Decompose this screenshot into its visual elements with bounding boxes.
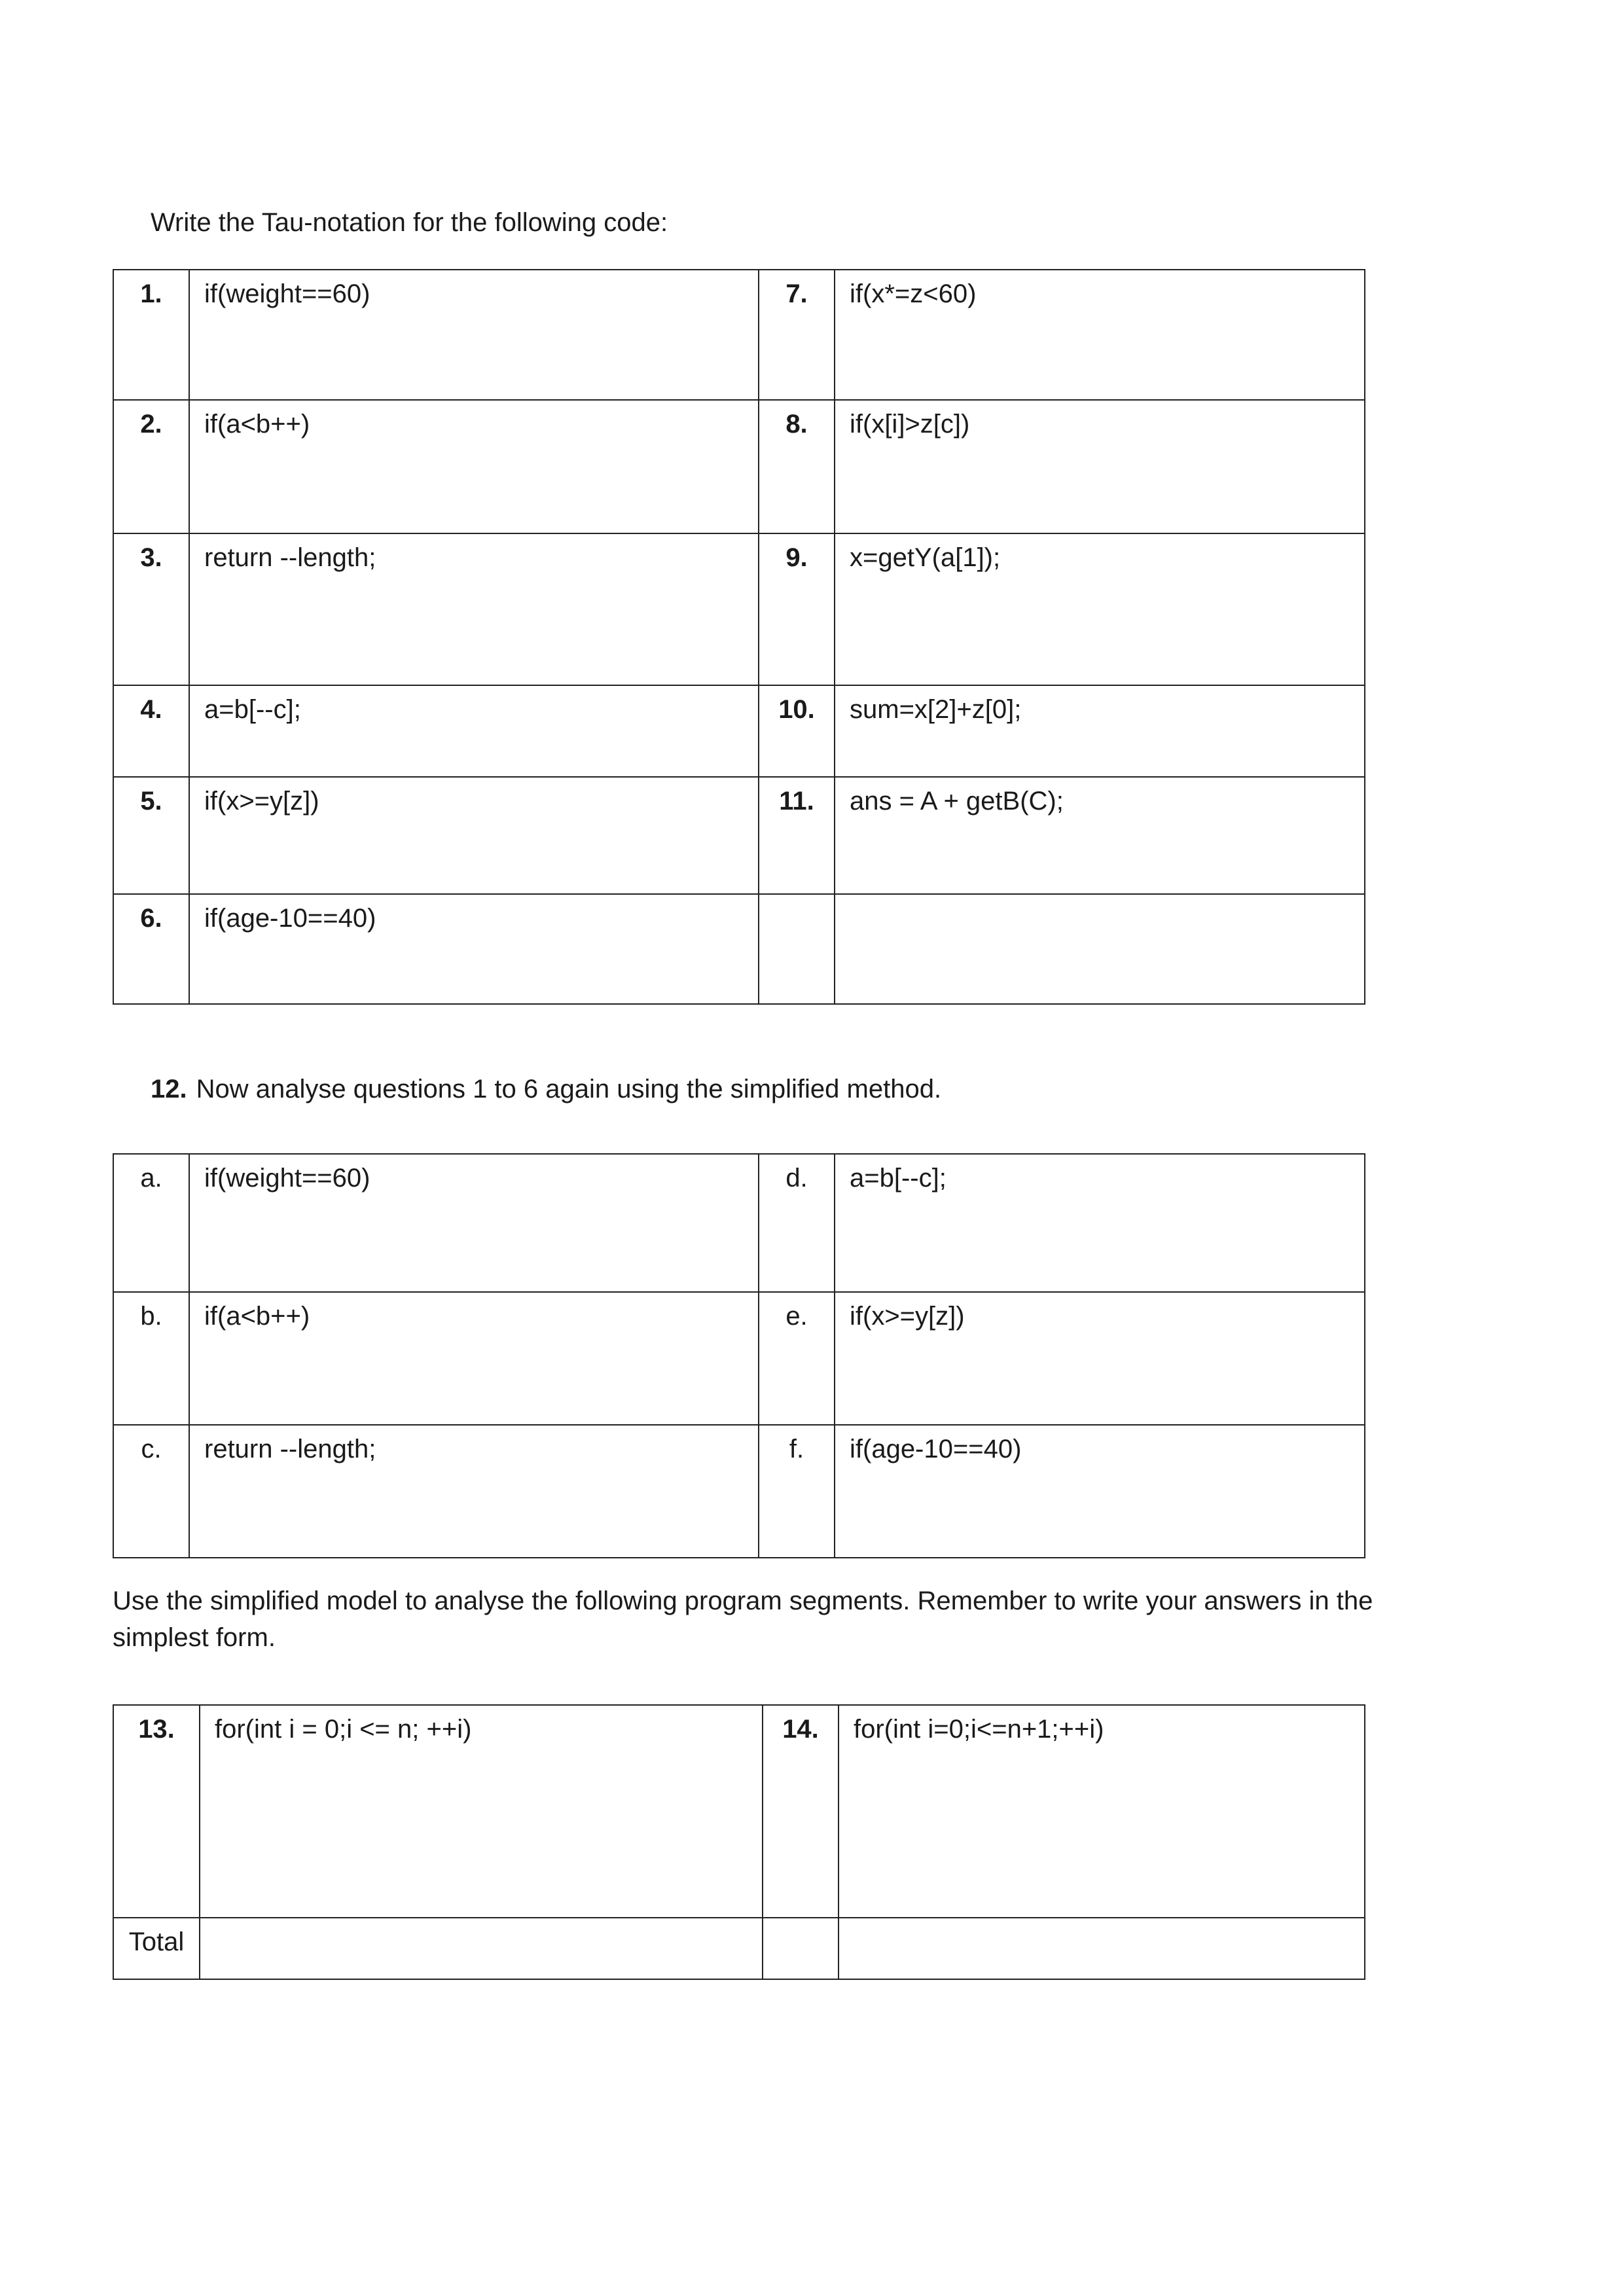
question-number: 5. bbox=[113, 777, 189, 894]
program-segments-table bbox=[113, 1704, 1365, 1980]
code-cell: a=b[--c]; bbox=[189, 685, 759, 777]
tau-notation-table bbox=[113, 269, 1365, 1005]
table-row bbox=[113, 1918, 1365, 1979]
question-number: 2. bbox=[113, 400, 189, 533]
question-letter: f. bbox=[759, 1425, 835, 1558]
table-row bbox=[113, 1425, 1365, 1558]
question-letter: c. bbox=[113, 1425, 189, 1558]
code-cell: a=b[--c]; bbox=[835, 1154, 1365, 1292]
code-cell: x=getY(a[1]); bbox=[835, 533, 1365, 685]
code-cell: return --length; bbox=[189, 1425, 759, 1558]
code-cell: return --length; bbox=[189, 533, 759, 685]
question-number: 6. bbox=[113, 894, 189, 1004]
question-number bbox=[759, 894, 835, 1004]
question-number: 7. bbox=[759, 270, 835, 400]
code-cell: if(x[i]>z[c]) bbox=[835, 400, 1365, 533]
intro-instruction: Write the Tau-notation for the following code: bbox=[151, 208, 668, 237]
table-row bbox=[113, 270, 1365, 400]
question-letter: e. bbox=[759, 1292, 835, 1425]
code-cell: ans = A + getB(C); bbox=[835, 777, 1365, 894]
table-row bbox=[113, 1705, 1365, 1918]
table-row bbox=[113, 1292, 1365, 1425]
code-cell: sum=x[2]+z[0]; bbox=[835, 685, 1365, 777]
code-cell: if(weight==60) bbox=[189, 270, 759, 400]
question-letter: d. bbox=[759, 1154, 835, 1292]
simplified-method-table bbox=[113, 1153, 1365, 1558]
question-number: 1. bbox=[113, 270, 189, 400]
table-row bbox=[113, 685, 1365, 777]
code-cell: if(a<b++) bbox=[189, 1292, 759, 1425]
code-cell bbox=[835, 894, 1365, 1004]
question-12-number: 12. bbox=[151, 1075, 187, 1103]
question-number: 3. bbox=[113, 533, 189, 685]
total-label: Total bbox=[113, 1918, 200, 1979]
code-cell: if(age-10==40) bbox=[189, 894, 759, 1004]
question-number: 8. bbox=[759, 400, 835, 533]
code-cell: if(a<b++) bbox=[189, 400, 759, 533]
question-number: 11. bbox=[759, 777, 835, 894]
code-cell: if(x>=y[z]) bbox=[189, 777, 759, 894]
table-row bbox=[113, 533, 1365, 685]
answer-cell[interactable] bbox=[839, 1918, 1365, 1979]
answer-cell[interactable] bbox=[200, 1918, 763, 1979]
question-number: 9. bbox=[759, 533, 835, 685]
code-cell: if(x>=y[z]) bbox=[835, 1292, 1365, 1425]
code-cell: if(x*=z<60) bbox=[835, 270, 1365, 400]
answer-cell[interactable] bbox=[763, 1918, 839, 1979]
table-row bbox=[113, 400, 1365, 533]
question-letter: b. bbox=[113, 1292, 189, 1425]
question-number: 13. bbox=[113, 1705, 200, 1918]
table-row bbox=[113, 777, 1365, 894]
question-number: 4. bbox=[113, 685, 189, 777]
code-cell: for(int i=0;i<=n+1;++i) bbox=[839, 1705, 1365, 1918]
table-row bbox=[113, 1154, 1365, 1292]
code-cell: if(weight==60) bbox=[189, 1154, 759, 1292]
question-letter: a. bbox=[113, 1154, 189, 1292]
table-row bbox=[113, 894, 1365, 1004]
question-12 bbox=[151, 1075, 941, 1104]
question-number: 14. bbox=[763, 1705, 839, 1918]
code-cell: if(age-10==40) bbox=[835, 1425, 1365, 1558]
question-12-text: Now analyse questions 1 to 6 again using the simplified method. bbox=[196, 1075, 942, 1103]
instruction-paragraph: Use the simplified model to analyse the following program segments. Remember to write your answers in the simplest form. bbox=[113, 1587, 1373, 1652]
question-number: 10. bbox=[759, 685, 835, 777]
code-cell: for(int i = 0;i <= n; ++i) bbox=[200, 1705, 763, 1918]
